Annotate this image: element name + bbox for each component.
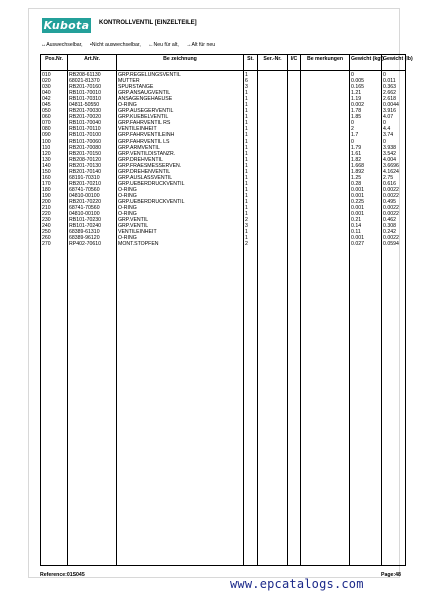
cell-qty: 1 bbox=[244, 163, 258, 169]
cell-weight-lb: 0.0044 bbox=[382, 102, 406, 108]
cell-weight-kgf: 2 bbox=[350, 126, 382, 132]
cell-art-nr: RB101-70310 bbox=[68, 96, 117, 102]
cell-description: MONT.STOPFEN bbox=[117, 241, 244, 247]
cell-art-nr: RB201-70130 bbox=[68, 163, 117, 169]
cell-qty: 1 bbox=[244, 108, 258, 114]
cell-pos: 210 bbox=[41, 205, 68, 211]
cell-pos: 170 bbox=[41, 181, 68, 187]
cell-art-nr: 04811-50550 bbox=[68, 102, 117, 108]
col-header-pos: Pos.Nr. bbox=[41, 55, 68, 71]
col-header-qty: St. bbox=[244, 55, 258, 71]
col-header-desc: Be zeichnung bbox=[117, 55, 244, 71]
cell-art-nr: 68741-70560 bbox=[68, 205, 117, 211]
cell-description: GRP.ARMVENTIL bbox=[117, 145, 244, 151]
cell-weight-kgf: 1.668 bbox=[350, 163, 382, 169]
cell-weight-kgf: 0.21 bbox=[350, 217, 382, 223]
cell-weight-kgf: 0.11 bbox=[350, 229, 382, 235]
cell-pos: 190 bbox=[41, 193, 68, 199]
cell-art-nr: RB101-70040 bbox=[68, 120, 117, 126]
cell-art-nr: RB201-70150 bbox=[68, 151, 117, 157]
cell-pos: 090 bbox=[41, 132, 68, 138]
legend-new-for-old: ←Neu für alt, bbox=[148, 42, 179, 48]
cell-qty: 1 bbox=[244, 199, 258, 205]
cell-qty: 1 bbox=[244, 175, 258, 181]
cell-weight-kgf: 1.25 bbox=[350, 175, 382, 181]
cell-art-nr: RP402-70610 bbox=[68, 241, 117, 247]
cell-art-nr: 68021-81370 bbox=[68, 78, 117, 84]
filler-cell bbox=[258, 247, 288, 565]
table-header-row bbox=[41, 55, 406, 71]
parts-table bbox=[40, 54, 413, 566]
cell-weight-lb: 0.308 bbox=[382, 223, 406, 229]
cell-weight-lb: 0.011 bbox=[382, 78, 406, 84]
cell-pos: 070 bbox=[41, 120, 68, 126]
cell-art-nr: 68389-96120 bbox=[68, 235, 117, 241]
cell-weight-kgf: 0 bbox=[350, 120, 382, 126]
cell-weight-lb: 3.542 bbox=[382, 151, 406, 157]
cell-art-nr: RB201-70080 bbox=[68, 145, 117, 151]
cell-weight-kgf: 0.14 bbox=[350, 223, 382, 229]
cell-qty: 1 bbox=[244, 151, 258, 157]
cell-pos: 060 bbox=[41, 114, 68, 120]
cell-art-nr: 04810-00100 bbox=[68, 211, 117, 217]
cell-art-nr: 04810-00100 bbox=[68, 193, 117, 199]
cell-weight-kgf: 0.005 bbox=[350, 78, 382, 84]
col-header-art: Art.Nr. bbox=[68, 55, 117, 71]
cell-description: ANSAGENGEHAEUSE bbox=[117, 96, 244, 102]
cell-qty: 1 bbox=[244, 71, 258, 79]
cell-weight-kgf: 1.7 bbox=[350, 132, 382, 138]
cell-pos: 180 bbox=[41, 187, 68, 193]
legend-old-for-new: →Alt für neu bbox=[186, 42, 216, 48]
cell-qty: 1 bbox=[244, 229, 258, 235]
cell-description: GRP.ANSAUGVENTIL bbox=[117, 90, 244, 96]
cell-qty: 1 bbox=[244, 181, 258, 187]
cell-weight-lb: 0.363 bbox=[382, 84, 406, 90]
cell-qty: 1 bbox=[244, 187, 258, 193]
cell-weight-kgf: 0.001 bbox=[350, 235, 382, 241]
cell-pos: 160 bbox=[41, 175, 68, 181]
cell-qty: 1 bbox=[244, 126, 258, 132]
cell-weight-kgf: 0.002 bbox=[350, 102, 382, 108]
cell-weight-kgf: 1.19 bbox=[350, 96, 382, 102]
col-header-serial: Ser.-Nr. bbox=[258, 55, 288, 71]
cell-description: VENTILEINHEIT bbox=[117, 229, 244, 235]
cell-qty: 1 bbox=[244, 235, 258, 241]
cell-pos: 260 bbox=[41, 235, 68, 241]
cell-qty: 1 bbox=[244, 102, 258, 108]
cell-qty: 1 bbox=[244, 139, 258, 145]
cell-description: GRP.FAHRVENTIL RS bbox=[117, 120, 244, 126]
cell-pos: 045 bbox=[41, 102, 68, 108]
cell-weight-lb: 3.74 bbox=[382, 132, 406, 138]
cell-pos: 080 bbox=[41, 126, 68, 132]
legend-not-interchangeable: •Nicht auswechselbar, bbox=[89, 42, 141, 48]
cell-remarks bbox=[301, 71, 350, 79]
cell-description: GRP.REGELUNGSVENTIL bbox=[117, 71, 244, 79]
cell-pos: 270 bbox=[41, 241, 68, 247]
cell-art-nr: 68389-61310 bbox=[68, 229, 117, 235]
cell-description: GRP.KUEBELVENTIL bbox=[117, 114, 244, 120]
cell-weight-lb: 0.462 bbox=[382, 217, 406, 223]
cell-description: GRP.FRAESMESSERVEN. bbox=[117, 163, 244, 169]
cell-pos: 150 bbox=[41, 169, 68, 175]
filler-cell bbox=[41, 247, 68, 565]
cell-art-nr: RB101-70010 bbox=[68, 90, 117, 96]
cell-weight-kgf: 0 bbox=[350, 139, 382, 145]
page-number: Page:48 bbox=[381, 572, 401, 578]
cell-weight-kgf: 1.61 bbox=[350, 151, 382, 157]
cell-weight-lb: 0.0022 bbox=[382, 193, 406, 199]
col-header-remarks: Be merkungen bbox=[301, 55, 350, 71]
cell-qty: 1 bbox=[244, 90, 258, 96]
table-filler-row bbox=[41, 247, 406, 565]
cell-description: GRP.FAHRVENTILEINH bbox=[117, 132, 244, 138]
cell-qty: 2 bbox=[244, 217, 258, 223]
cell-weight-kgf: 1.21 bbox=[350, 90, 382, 96]
cell-weight-lb: 0 bbox=[382, 71, 406, 79]
cell-pos: 110 bbox=[41, 145, 68, 151]
cell-art-nr: 68191-70310 bbox=[68, 175, 117, 181]
cell-weight-kgf: 0.001 bbox=[350, 193, 382, 199]
cell-qty: 1 bbox=[244, 145, 258, 151]
cell-weight-kgf: 1.85 bbox=[350, 114, 382, 120]
col-header-weight-lb: Gewicht (lb) bbox=[382, 55, 406, 71]
cell-weight-kgf: 1.82 bbox=[350, 157, 382, 163]
cell-art-nr: RB208-61130 bbox=[68, 71, 117, 79]
cell-qty: 1 bbox=[244, 205, 258, 211]
cell-art-nr: RB101-70240 bbox=[68, 223, 117, 229]
cell-art-nr: RB101-70230 bbox=[68, 217, 117, 223]
cell-description: VENTILEINHEIT bbox=[117, 126, 244, 132]
filler-cell bbox=[68, 247, 117, 565]
cell-pos: 200 bbox=[41, 199, 68, 205]
cell-qty: 1 bbox=[244, 169, 258, 175]
cell-description: O-RING bbox=[117, 193, 244, 199]
cell-weight-lb: 0.0594 bbox=[382, 241, 406, 247]
legend-interchangeable: ↔Auswechselbar, bbox=[41, 42, 83, 48]
filler-cell bbox=[382, 247, 406, 565]
cell-description: GRP.UEBERDRUCKVENTIL bbox=[117, 181, 244, 187]
cell-qty: 1 bbox=[244, 96, 258, 102]
cell-pos: 100 bbox=[41, 139, 68, 145]
cell-weight-kgf: 0.28 bbox=[350, 181, 382, 187]
cell-qty: 1 bbox=[244, 120, 258, 126]
cell-description: GRP.FAHRVENTIL LS bbox=[117, 139, 244, 145]
filler-cell bbox=[117, 247, 244, 565]
cell-qty: 2 bbox=[244, 241, 258, 247]
cell-weight-kgf: 0.165 bbox=[350, 84, 382, 90]
cell-weight-kgf: 0.001 bbox=[350, 205, 382, 211]
cell-pos: 140 bbox=[41, 163, 68, 169]
cell-pos: 240 bbox=[41, 223, 68, 229]
cell-art-nr: RB201-70220 bbox=[68, 199, 117, 205]
reference-number: Reference:01S045 bbox=[40, 572, 85, 578]
cell-art-nr: RB101-70060 bbox=[68, 139, 117, 145]
cell-description: GRP.DREHENVENTIL bbox=[117, 169, 244, 175]
cell-weight-lb: 4.004 bbox=[382, 157, 406, 163]
cell-weight-lb: 3.938 bbox=[382, 145, 406, 151]
cell-description: O-RING bbox=[117, 102, 244, 108]
cell-weight-kgf: 1.79 bbox=[350, 145, 382, 151]
filler-cell bbox=[288, 247, 301, 565]
cell-weight-kgf: 1.78 bbox=[350, 108, 382, 114]
table-row bbox=[41, 71, 406, 79]
cell-weight-kgf: 0.027 bbox=[350, 241, 382, 247]
cell-weight-kgf: 0.001 bbox=[350, 187, 382, 193]
cell-pos: 220 bbox=[41, 211, 68, 217]
cell-weight-lb: 0.616 bbox=[382, 181, 406, 187]
cell-weight-lb: 4.07 bbox=[382, 114, 406, 120]
cell-weight-lb: 0 bbox=[382, 139, 406, 145]
filler-cell bbox=[350, 247, 382, 565]
cell-weight-lb: 4.1624 bbox=[382, 169, 406, 175]
cell-description: O-RING bbox=[117, 187, 244, 193]
cell-art-nr: RB201-70210 bbox=[68, 181, 117, 187]
cell-pos: 230 bbox=[41, 217, 68, 223]
cell-art-nr: RB201-70160 bbox=[68, 84, 117, 90]
cell-description: GRP.VENTILDISTANZR. bbox=[117, 151, 244, 157]
watermark-link[interactable]: www.epcatalogs.com bbox=[230, 577, 364, 591]
cell-weight-lb: 0.0022 bbox=[382, 211, 406, 217]
cell-description: GRP.AUSLASSVENTIL bbox=[117, 175, 244, 181]
cell-art-nr: RB201-70030 bbox=[68, 108, 117, 114]
cell-art-nr: 68741-70560 bbox=[68, 187, 117, 193]
cell-qty: 3 bbox=[244, 223, 258, 229]
cell-description: GRP.VENTIL bbox=[117, 223, 244, 229]
filler-cell bbox=[301, 247, 350, 565]
cell-description: O-RING bbox=[117, 235, 244, 241]
cell-weight-lb: 0.0022 bbox=[382, 205, 406, 211]
cell-weight-lb: 2.618 bbox=[382, 96, 406, 102]
cell-description: O-RING bbox=[117, 211, 244, 217]
cell-qty: 1 bbox=[244, 132, 258, 138]
cell-weight-lb: 0.0022 bbox=[382, 235, 406, 241]
cell-qty: 1 bbox=[244, 157, 258, 163]
cell-description: GRP.UEBERDRUCKVENTIL bbox=[117, 199, 244, 205]
cell-qty: 1 bbox=[244, 114, 258, 120]
cell-art-nr: RB201-70140 bbox=[68, 169, 117, 175]
col-header-weight-kgf: Gewicht (kgf) bbox=[350, 55, 382, 71]
cell-description: SPURSTANGE bbox=[117, 84, 244, 90]
cell-art-nr: RB101-70110 bbox=[68, 126, 117, 132]
cell-pos: 030 bbox=[41, 84, 68, 90]
cell-weight-lb: 2.662 bbox=[382, 90, 406, 96]
cell-weight-lb: 2.75 bbox=[382, 175, 406, 181]
cell-qty: 1 bbox=[244, 211, 258, 217]
cell-qty: 3 bbox=[244, 84, 258, 90]
cell-art-nr: RB201-70020 bbox=[68, 114, 117, 120]
cell-qty: 6 bbox=[244, 78, 258, 84]
cell-weight-lb: 0 bbox=[382, 120, 406, 126]
cell-weight-kgf: 0 bbox=[350, 71, 382, 79]
legend bbox=[41, 42, 221, 48]
cell-ic bbox=[288, 71, 301, 79]
filler-cell bbox=[244, 247, 258, 565]
cell-description: MUTTER bbox=[117, 78, 244, 84]
cell-weight-lb: 0.495 bbox=[382, 199, 406, 205]
cell-pos: 250 bbox=[41, 229, 68, 235]
cell-qty: 1 bbox=[244, 193, 258, 199]
col-header-ic: I/C bbox=[288, 55, 301, 71]
cell-pos: 040 bbox=[41, 90, 68, 96]
table-body bbox=[41, 71, 406, 566]
cell-pos: 120 bbox=[41, 151, 68, 157]
cell-art-nr: RB208-70120 bbox=[68, 157, 117, 163]
cell-pos: 050 bbox=[41, 108, 68, 114]
cell-weight-kgf: 1.892 bbox=[350, 169, 382, 175]
cell-weight-lb: 0.242 bbox=[382, 229, 406, 235]
cell-weight-kgf: 0.001 bbox=[350, 211, 382, 217]
cell-pos: 130 bbox=[41, 157, 68, 163]
kubota-logo: Kubota bbox=[43, 19, 90, 32]
cell-weight-lb: 0.0022 bbox=[382, 187, 406, 193]
cell-weight-kgf: 0.225 bbox=[350, 199, 382, 205]
cell-serial bbox=[258, 71, 288, 79]
cell-description: GRP.DREHVENTIL bbox=[117, 157, 244, 163]
cell-weight-lb: 3.916 bbox=[382, 108, 406, 114]
cell-pos: 042 bbox=[41, 96, 68, 102]
cell-description: O-RING bbox=[117, 205, 244, 211]
cell-description: GRP.AUSEGERVENTIL bbox=[117, 108, 244, 114]
cell-weight-lb: 3.6696 bbox=[382, 163, 406, 169]
cell-pos: 010 bbox=[41, 71, 68, 79]
page-title: KONTROLLVENTIL [EINZELTEILE] bbox=[99, 20, 197, 26]
cell-art-nr: RB101-70100 bbox=[68, 132, 117, 138]
cell-description: GRP.VENTIL bbox=[117, 217, 244, 223]
cell-weight-lb: 4.4 bbox=[382, 126, 406, 132]
cell-pos: 020 bbox=[41, 78, 68, 84]
